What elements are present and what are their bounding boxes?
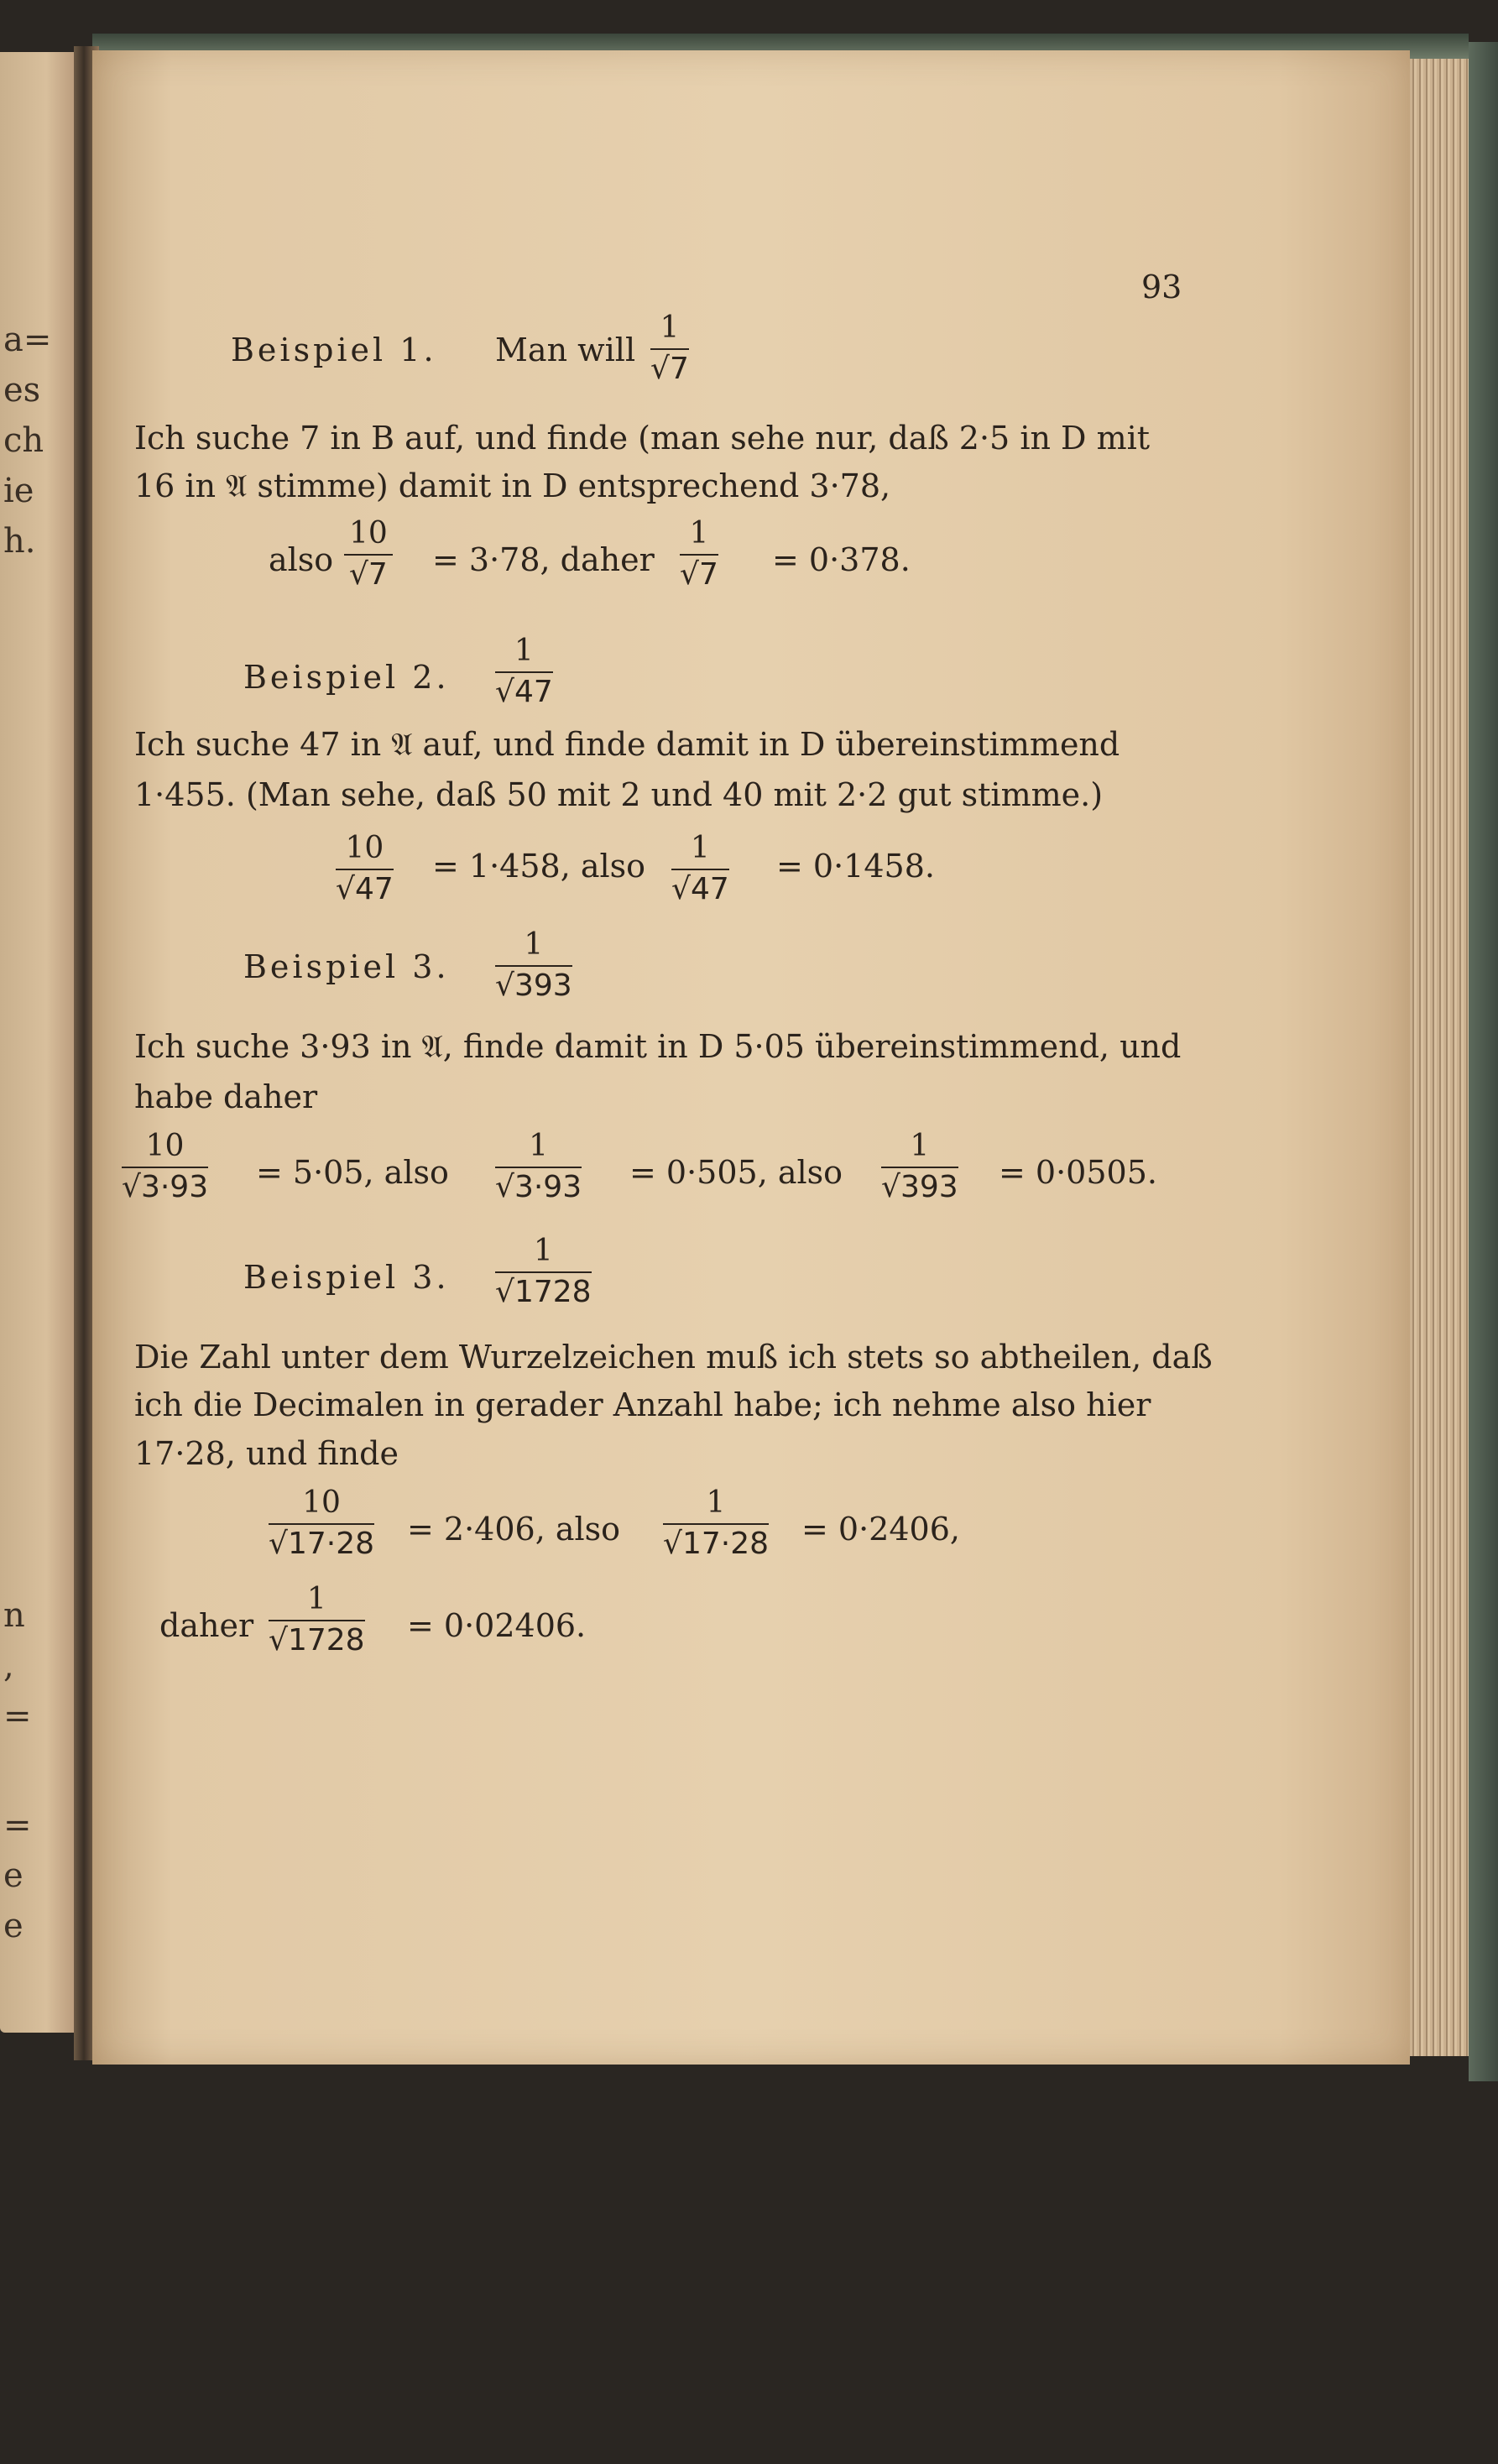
example-4-eq-1: = 2·406, also <box>407 1511 621 1548</box>
example-1-heading: Beispiel 1. <box>231 331 437 368</box>
example-4-heading: Beispiel 3. <box>243 1259 450 1296</box>
left-page-text: ie <box>3 472 34 510</box>
example-3-fraction: 1 √393 <box>495 927 572 1003</box>
example-3-eq-2: = 0·505, also <box>629 1154 843 1191</box>
example-4-line-2: ich die Decimalen in gerader Anzahl habe; ich nehme also hier <box>134 1386 1151 1423</box>
example-3-fraction-b: 1 √3·93 <box>495 1129 582 1204</box>
example-2-fraction: 1 √47 <box>495 634 553 709</box>
example-2-line-1: Ich suche 47 in 𝔄 auf, und finde damit in D übereinstimmend <box>134 726 1120 763</box>
example-4-daher: daher <box>159 1607 254 1644</box>
example-4-fraction-c: 1 √1728 <box>269 1582 365 1657</box>
example-3-eq-1: = 5·05, also <box>256 1154 449 1191</box>
example-2-eq-2: = 0·1458. <box>776 848 935 885</box>
example-1-eq-1: = 3·78, daher <box>432 541 655 578</box>
left-page-text: h. <box>3 522 36 561</box>
left-page-text: a= <box>3 321 52 359</box>
example-4-fraction-a: 10 √17·28 <box>269 1485 374 1561</box>
example-3-heading: Beispiel 3. <box>243 948 450 985</box>
example-4-fraction: 1 √1728 <box>495 1234 592 1309</box>
example-3-eq-3: = 0·0505. <box>999 1154 1157 1191</box>
left-page-text: e <box>3 1856 23 1895</box>
example-1-line-1: Ich suche 7 in B auf, und finde (man sehe nur, daß 2·5 in D mit <box>134 420 1151 457</box>
page-edges <box>1410 59 1469 2056</box>
example-1-fraction-b: 1 √7 <box>680 516 718 592</box>
example-4-line-3: 17·28, und finde <box>134 1435 399 1472</box>
example-1-line-2: 16 in 𝔄 stimme) damit in D entsprechend 3·78, <box>134 467 891 504</box>
left-page-text: es <box>3 371 41 410</box>
page-number: 93 <box>1141 269 1182 305</box>
left-page-text: = <box>3 1806 32 1845</box>
left-page-text: , <box>3 1647 14 1685</box>
example-1-intro: Man will <box>495 331 636 368</box>
example-1-eq-2: = 0·378. <box>772 541 911 578</box>
example-2-heading: Beispiel 2. <box>243 659 450 696</box>
example-4-eq-3: = 0·02406. <box>407 1607 587 1644</box>
example-2-fraction-b: 1 √47 <box>671 831 729 906</box>
example-2-eq-1: = 1·458, also <box>432 848 646 885</box>
example-4-eq-2: = 0·2406, <box>801 1511 960 1548</box>
left-page-text: = <box>3 1697 32 1736</box>
left-page-text: e <box>3 1907 23 1945</box>
left-page-edge <box>0 52 77 2033</box>
left-page-text: n <box>3 1596 25 1635</box>
book-cover-right <box>1469 42 1498 2081</box>
example-1-also: also <box>269 541 334 578</box>
example-1-fraction: 1 √7 <box>650 311 689 386</box>
example-3-line-2: habe daher <box>134 1078 318 1115</box>
left-page-text: ch <box>3 421 44 460</box>
example-3-fraction-c: 1 √393 <box>881 1129 958 1204</box>
example-4-line-1: Die Zahl unter dem Wurzelzeichen muß ich stets so abtheilen, daß <box>134 1339 1213 1376</box>
example-1-fraction-a: 10 √7 <box>344 516 393 592</box>
example-4-fraction-b: 1 √17·28 <box>663 1485 769 1561</box>
example-2-line-2: 1·455. (Man sehe, daß 50 mit 2 und 40 mit 2·2 gut stimme.) <box>134 776 1104 813</box>
example-2-fraction-a: 10 √47 <box>336 831 394 906</box>
example-3-fraction-a: 10 √3·93 <box>122 1129 209 1204</box>
example-3-line-1: Ich suche 3·93 in 𝔄, finde damit in D 5·05 übereinstimmend, und <box>134 1028 1182 1065</box>
